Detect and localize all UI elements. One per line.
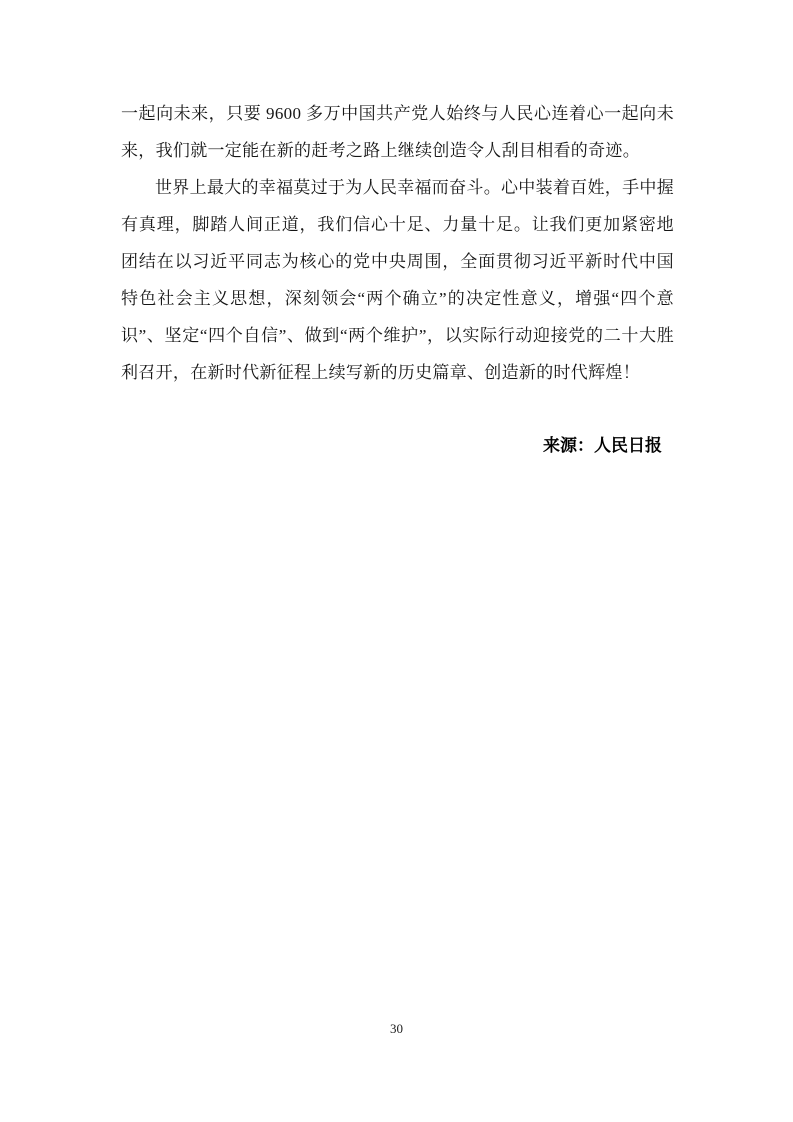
- body-paragraph: 一起向未来，只要 9600 多万中国共产党人始终与人民心连着心一起向未来，我们就一定能在新的赶考之路上继续创造令人刮目相看的奇迹。: [121, 104, 674, 160]
- page-body: [121, 95, 674, 464]
- source-attribution: 来源：人民日报: [543, 436, 662, 455]
- body-paragraph: 世界上最大的幸福莫过于为人民幸福而奋斗。心中装着百姓，手中握有真理，脚踏人间正道，我们信心十足、力量十足。让我们更加紧密地团结在以习近平同志为核心的党中央周围，全面贯彻习近平新时代中国特色社会主义思想，深刻领会“两个确立”的决定性意义，增强“四个意识”、坚定“四个自信”、做到“两个维护”，以实际行动迎接党的二十大胜利召开，在新时代新征程上续写新的历史篇章、创造新的时代辉煌！: [121, 178, 674, 382]
- page-number: 30: [390, 1021, 403, 1036]
